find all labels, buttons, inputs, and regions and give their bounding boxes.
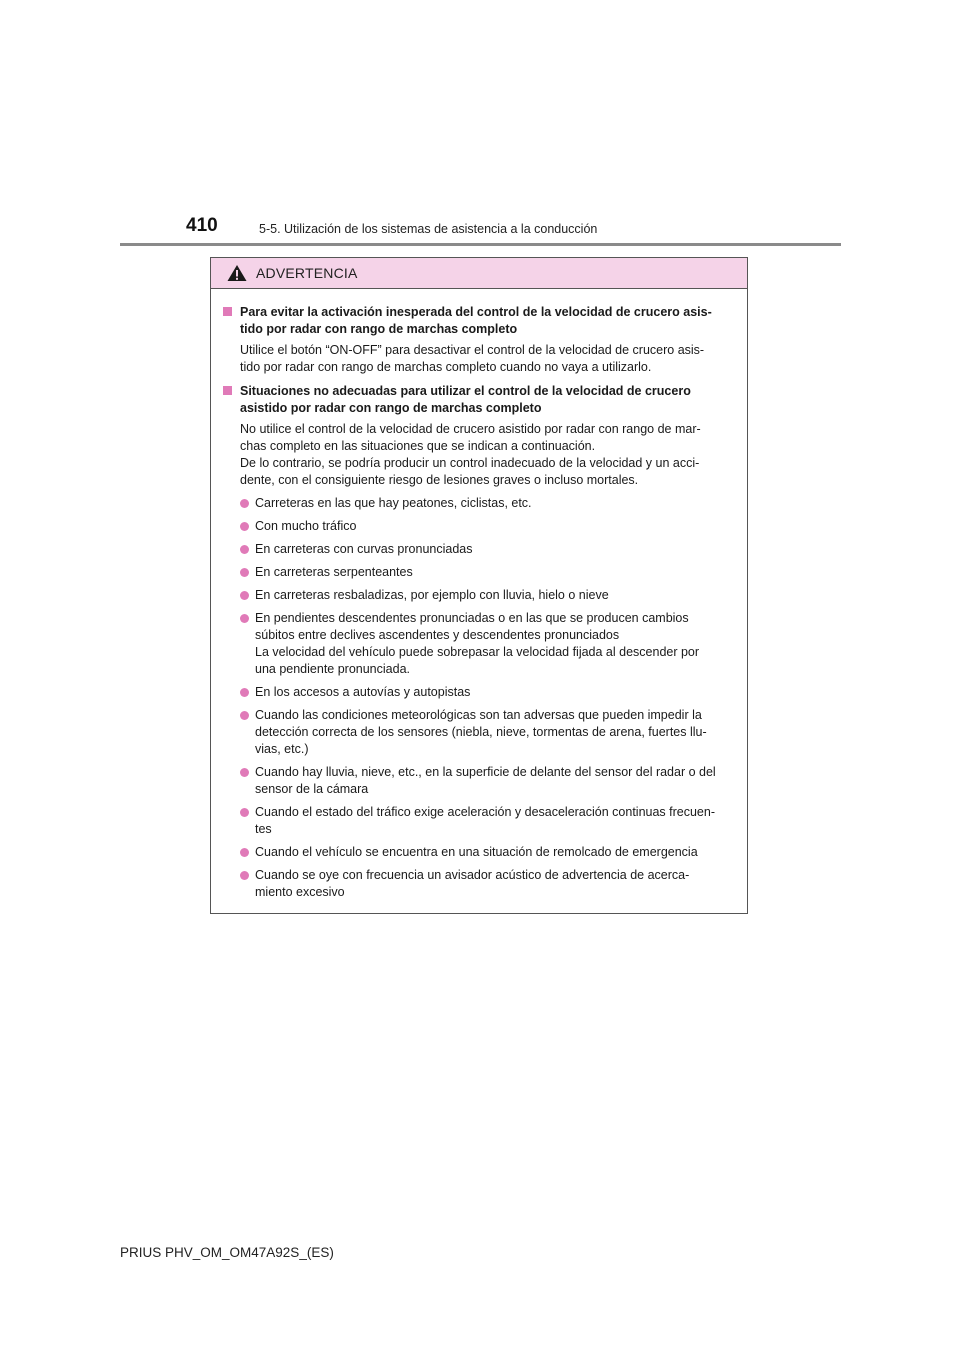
list-item-text bbox=[255, 541, 472, 558]
list-item-text bbox=[255, 495, 532, 512]
paragraph-line: De lo contrario, se podría producir un control inadecuado de la velocidad y un acci- bbox=[240, 456, 700, 470]
circle-bullet-icon bbox=[240, 688, 249, 697]
circle-bullet-icon bbox=[240, 808, 249, 817]
list-item bbox=[240, 518, 740, 535]
list-item-line: detección correcta de los sensores (niebla, nieve, tormentas de arena, fuertes llu- bbox=[255, 725, 707, 739]
list-item-line: Cuando las condiciones meteorológicas son tan adversas que pueden impedir la bbox=[255, 708, 702, 722]
list-item-line: En carreteras resbaladizas, por ejemplo con lluvia, hielo o nieve bbox=[255, 588, 609, 602]
list-item-line: Con mucho tráfico bbox=[255, 519, 357, 533]
circle-bullet-icon bbox=[240, 522, 249, 531]
circle-bullet-icon bbox=[240, 848, 249, 857]
list-item-line: En carreteras con curvas pronunciadas bbox=[255, 542, 473, 556]
circle-bullet-icon bbox=[240, 768, 249, 777]
warning-header bbox=[211, 258, 747, 289]
paragraph-line: Utilice el botón “ON-OFF” para desactivar el control de la velocidad de crucero asis- bbox=[240, 343, 705, 357]
heading-line: Para evitar la activación inesperada del control de la velocidad de crucero asis- bbox=[240, 305, 712, 319]
list-item-line: Cuando el vehículo se encuentra en una situación de remolcado de emergencia bbox=[255, 845, 698, 859]
list-item-line: En carreteras serpenteantes bbox=[255, 565, 413, 579]
circle-bullet-icon bbox=[240, 871, 249, 880]
list-item bbox=[240, 684, 740, 701]
list-item-line: tes bbox=[255, 822, 272, 836]
paragraph-line: dente, con el consiguiente riesgo de lesiones graves o incluso mortales. bbox=[240, 473, 639, 487]
heading-line: tido por radar con rango de marchas completo bbox=[240, 322, 518, 336]
warning-body bbox=[211, 289, 747, 913]
list-item-text bbox=[255, 684, 470, 701]
warning-section-heading bbox=[223, 304, 740, 338]
list-item-line: Carreteras en las que hay peatones, ciclistas, etc. bbox=[255, 496, 532, 510]
warning-triangle-icon bbox=[227, 264, 247, 282]
paragraph-line: No utilice el control de la velocidad de crucero asistido por radar con rango de mar- bbox=[240, 422, 701, 436]
warning-box bbox=[210, 257, 748, 914]
list-item-text bbox=[255, 518, 356, 535]
list-item-text bbox=[255, 804, 715, 838]
warning-paragraph bbox=[240, 342, 740, 376]
page-number: 410 bbox=[186, 215, 218, 236]
circle-bullet-icon bbox=[240, 711, 249, 720]
list-item-line: sensor de la cámara bbox=[255, 782, 369, 796]
paragraph-line: tido por radar con rango de marchas completo cuando no vaya a utilizarlo. bbox=[240, 360, 652, 374]
heading-text bbox=[240, 304, 712, 338]
list-item-text bbox=[255, 587, 609, 604]
list-item bbox=[240, 541, 740, 558]
list-item-line: En los accesos a autovías y autopistas bbox=[255, 685, 471, 699]
warning-title: ADVERTENCIA bbox=[256, 265, 358, 281]
list-item-text bbox=[255, 707, 707, 758]
heading-line: asistido por radar con rango de marchas completo bbox=[240, 401, 542, 415]
list-item bbox=[240, 564, 740, 581]
list-item-line: Cuando el estado del tráfico exige aceleración y desaceleración continuas frecuen- bbox=[255, 805, 716, 819]
section-title: 5-5. Utilización de los sistemas de asistencia a la conducción bbox=[259, 222, 598, 236]
circle-bullet-icon bbox=[240, 568, 249, 577]
heading-text bbox=[240, 383, 691, 417]
heading-line: Situaciones no adecuadas para utilizar el control de la velocidad de crucero bbox=[240, 384, 691, 398]
list-item bbox=[240, 804, 740, 838]
circle-bullet-icon bbox=[240, 499, 249, 508]
list-item bbox=[240, 867, 740, 901]
square-bullet-icon bbox=[223, 307, 232, 316]
header-rule bbox=[120, 243, 841, 246]
list-item-text bbox=[255, 764, 716, 798]
list-item-line: Cuando se oye con frecuencia un avisador acústico de advertencia de acerca- bbox=[255, 868, 690, 882]
list-item-line: una pendiente pronunciada. bbox=[255, 662, 410, 676]
circle-bullet-icon bbox=[240, 545, 249, 554]
list-item-line: En pendientes descendentes pronunciadas o en las que se producen cambios bbox=[255, 611, 689, 625]
list-item-text bbox=[255, 867, 689, 901]
list-item bbox=[240, 587, 740, 604]
circle-bullet-icon bbox=[240, 614, 249, 623]
list-item-text bbox=[255, 564, 413, 581]
list-item bbox=[240, 764, 740, 798]
list-item-line: vias, etc.) bbox=[255, 742, 309, 756]
document-id: PRIUS PHV_OM_OM47A92S_(ES) bbox=[120, 1245, 334, 1260]
warning-section-heading bbox=[223, 383, 740, 417]
square-bullet-icon bbox=[223, 386, 232, 395]
warning-paragraph bbox=[240, 421, 740, 489]
list-item-text bbox=[255, 610, 699, 678]
list-item-line: súbitos entre declives ascendentes y descendentes pronunciados bbox=[255, 628, 620, 642]
list-item bbox=[240, 495, 740, 512]
list-item bbox=[240, 610, 740, 678]
list-item-line: Cuando hay lluvia, nieve, etc., en la superficie de delante del sensor del radar o del bbox=[255, 765, 716, 779]
list-item-text bbox=[255, 844, 698, 861]
circle-bullet-icon bbox=[240, 591, 249, 600]
paragraph-line: chas completo en las situaciones que se indican a continuación. bbox=[240, 439, 596, 453]
list-item-line: miento excesivo bbox=[255, 885, 345, 899]
list-item-line: La velocidad del vehículo puede sobrepasar la velocidad fijada al descender por bbox=[255, 645, 700, 659]
list-item bbox=[240, 707, 740, 758]
list-item bbox=[240, 844, 740, 861]
